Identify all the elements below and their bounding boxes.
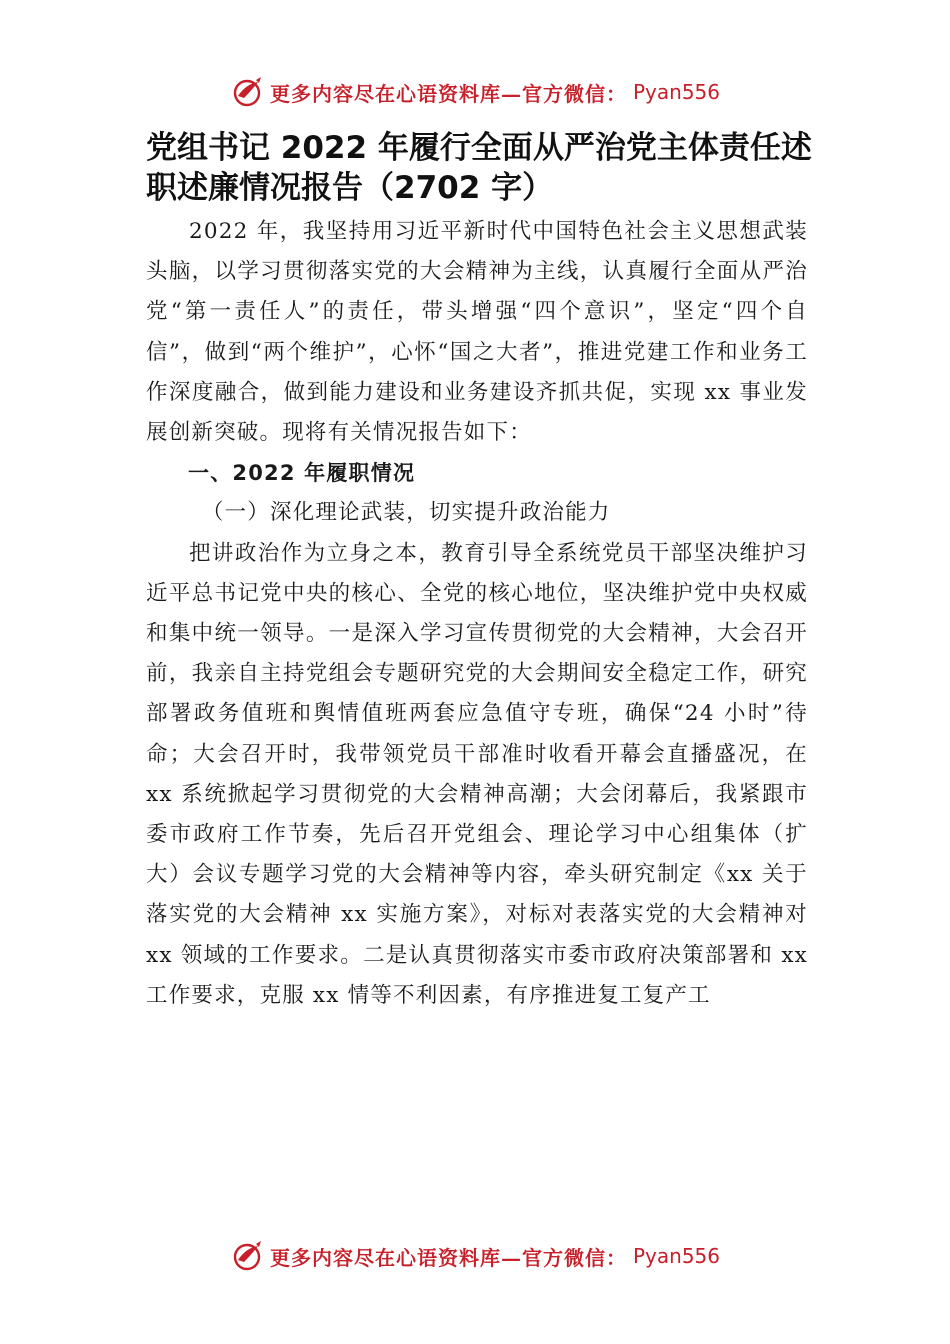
body-paragraph: 把讲政治作为立身之本，教育引导全系统党员干部坚决维护习近平总书记党中央的核心、全党的核心地位，坚决维护党中央权威和集中统一领导。一是深入学习宣传贯彻党的大会精神，大会召开前，我亲自主持党组会专题研究党的大会期间安全稳定工作，研究部署政务值班和舆情值班两套应急值守专班，确保“24 小时”待命；大会召开时，我带领党员干部准时收看开幕会直播盛况，在 xx 系统掀起学习贯彻党的大会精神高潮；大会闭幕后，我紧跟市委市政府工作节奏，先后召开党组会、理论学习中心组集体（扩大）会议专题学习党的大会精神等内容，牵头研究制定《xx 关于落实党的大会精神 xx 实施方案》，对标对表落实党的大会精神对 xx 领域的工作要求。二是认真贯彻落实市委市政府决策部署和 xx 工作要求，克服 xx 情等不利因素，有序推进复工复产工: [146, 540, 808, 1008]
subsection-heading: （一）深化理论武装，切实提升政治能力: [201, 500, 611, 526]
watermark-footer: [0, 1236, 950, 1276]
document-title: 党组书记 2022 年履行全面从严治党主体责任述职述廉情况报告（2702 字）: [146, 130, 812, 206]
brush-logo-icon: [230, 1238, 266, 1274]
watermark-text: 更多内容尽在心语资料库—官方微信：: [269, 81, 627, 106]
watermark-wechat: Pyan556: [632, 1244, 720, 1268]
brush-logo-icon: [230, 74, 266, 110]
watermark-header: [0, 72, 950, 112]
document-body: [146, 212, 808, 1016]
watermark-text: 更多内容尽在心语资料库—官方微信：: [269, 1245, 627, 1270]
section-heading: 一、2022 年履职情况: [188, 461, 416, 486]
watermark-wechat: Pyan556: [632, 80, 720, 104]
intro-paragraph: 2022 年，我坚持用习近平新时代中国特色社会主义思想武装头脑，以学习贯彻落实党的大会精神为主线，认真履行全面从严治党“第一责任人”的责任，带头增强“四个意识”，坚定“四个自信”，做到“两个维护”，心怀“国之大者”，推进党建工作和业务工作深度融合，做到能力建设和业务建设齐抓共促，实现 xx 事业发展创新突破。现将有关情况报告如下：: [146, 219, 808, 446]
